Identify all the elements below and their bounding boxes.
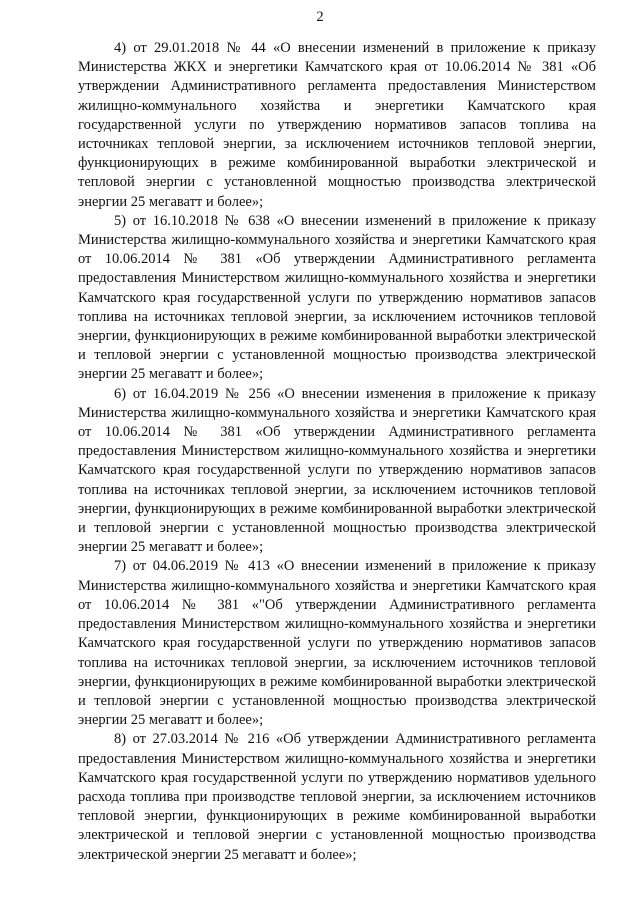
- list-item-5: 5) от 16.10.2018 № 638 «О внесении изменений в приложение к приказу Министерства жилищно-коммунального хозяйства и энергетики Камчатского края от 10.06.2014 № 381 «Об утверждении Административного регламента предоставления Министерством жилищно-коммунального хозяйства и энергетики Камчатского края государственной услуги по утверждению нормативов запасов топлива на источниках тепловой энергии, за исключением источников тепловой энергии, функционирующих в режиме комбинированной выработки электрической и тепловой энергии с установленной мощностью производства электрической энергии 25 мегаватт и более»;: [78, 212, 596, 383]
- list-item-7: 7) от 04.06.2019 № 413 «О внесении изменений в приложение к приказу Министерства жилищно-коммунального хозяйства и энергетики Камчатского края от 10.06.2014 № 381 «"Об утверждении Административного регламента предоставления Министерством жилищно-коммунального хозяйства и энергетики Камчатского края государственной услуги по утверждению нормативов запасов топлива на источниках тепловой энергии, за исключением источников тепловой энергии, функционирующих в режиме комбинированной выработки электрической и тепловой энергии с установленной мощностью производства электрической энергии 25 мегаватт и более»;: [78, 558, 596, 729]
- document-body: [78, 39, 596, 865]
- list-item-8: 8) от 27.03.2014 № 216 «Об утверждении Административного регламента предоставления Министерством жилищно-коммунального хозяйства и энергетики Камчатского края государственной услуги по утверждению нормативов удельного расхода топлива при производстве тепловой энергии, за исключением источников тепловой энергии, функционирующих в режиме комбинированной выработки электрической и тепловой энергии с установленной мощностью производства электрической энергии 25 мегаватт и более»;: [78, 731, 596, 863]
- list-item-4: 4) от 29.01.2018 № 44 «О внесении изменений в приложение к приказу Министерства ЖКХ и энергетики Камчатского края от 10.06.2014 № 381 «Об утверждении Административного регламента предоставления Министерством жилищно-коммунального хозяйства и энергетики Камчатского края государственной услуги по утверждению нормативов запасов топлива на источниках тепловой энергии, за исключением источников тепловой энергии, функционирующих в режиме комбинированной выработки электрической и тепловой энергии с установленной мощностью производства электрической энергии 25 мегаватт и более»;: [78, 40, 596, 210]
- list-item-6: 6) от 16.04.2019 № 256 «О внесении изменения в приложение к приказу Министерства жилищно-коммунального хозяйства и энергетики Камчатского края от 10.06.2014 № 381 «Об утверждении Административного регламента предоставления Министерством жилищно-коммунального хозяйства и энергетики Камчатского края государственной услуги по утверждению нормативов запасов топлива на источниках тепловой энергии, за исключением источников тепловой энергии, функционирующих в режиме комбинированной выработки электрической и тепловой энергии с установленной мощностью производства электрической энергии 25 мегаватт и более»;: [78, 385, 596, 556]
- page-number: 2: [316, 9, 324, 25]
